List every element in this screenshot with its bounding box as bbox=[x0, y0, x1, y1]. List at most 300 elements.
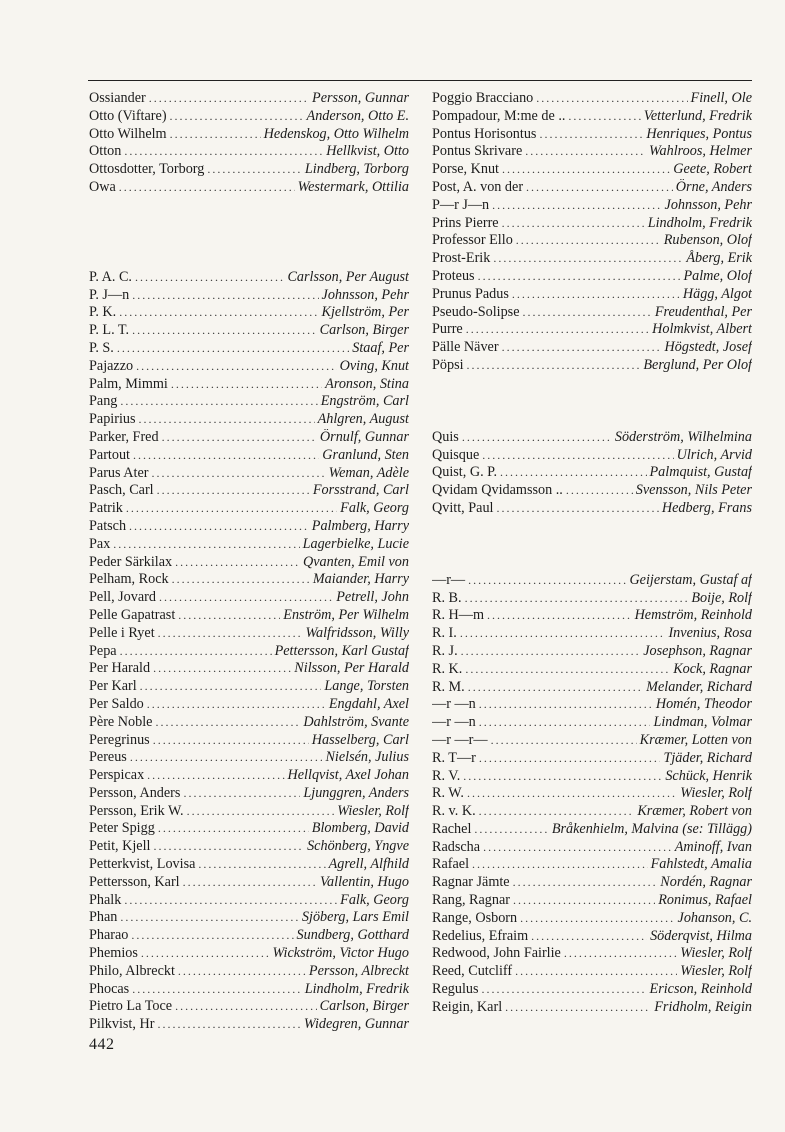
index-entry bbox=[432, 963, 752, 981]
entry-pseudonym: Porse, Knut bbox=[432, 161, 499, 178]
dot-leader bbox=[135, 269, 284, 287]
entry-pseudonym: Rachel bbox=[432, 820, 472, 837]
entry-pseudonym: Proteus bbox=[432, 267, 475, 284]
index-entry bbox=[89, 838, 409, 856]
entry-pseudonym: Ragnar Jämte bbox=[432, 874, 510, 891]
entry-pseudonym: R. H—m bbox=[432, 607, 485, 624]
entry-pseudonym: Palm, Mimmi bbox=[89, 375, 168, 392]
index-entry bbox=[89, 179, 409, 197]
index-entry bbox=[432, 143, 752, 161]
dot-leader bbox=[512, 286, 680, 304]
entry-pseudonym: P—r J—n bbox=[432, 196, 490, 213]
entry-pseudonym: Parus Ater bbox=[89, 464, 149, 481]
dot-leader bbox=[523, 304, 652, 322]
entry-real-name: Freudenthal, Per bbox=[654, 303, 752, 320]
index-entry bbox=[89, 536, 409, 554]
dot-leader bbox=[132, 981, 301, 999]
index-entry bbox=[432, 821, 752, 839]
index-entry bbox=[432, 750, 752, 768]
entry-pseudonym: Phalk bbox=[89, 891, 122, 908]
index-entry bbox=[432, 928, 752, 946]
entry-pseudonym: Pelham, Rock bbox=[89, 571, 169, 588]
entry-real-name: Forsstrand, Carl bbox=[312, 482, 409, 499]
left-column bbox=[89, 90, 409, 1034]
index-entry bbox=[432, 874, 752, 892]
entry-real-name: Agrell, Alfhild bbox=[328, 856, 409, 873]
dot-leader bbox=[175, 998, 317, 1016]
entry-pseudonym: Pelle i Ryet bbox=[89, 624, 155, 641]
index-entry bbox=[89, 714, 409, 732]
entry-pseudonym: P. S. bbox=[89, 339, 114, 356]
entry-pseudonym: R. T—r bbox=[432, 749, 476, 766]
entry-pseudonym: Quis bbox=[432, 428, 459, 445]
entry-pseudonym: Philo, Albreckt bbox=[89, 962, 175, 979]
entry-real-name: Aminoff, Ivan bbox=[674, 838, 752, 855]
index-entry bbox=[89, 322, 409, 340]
index-entry bbox=[89, 571, 409, 589]
dot-leader bbox=[124, 143, 323, 161]
dot-leader bbox=[155, 714, 300, 732]
entry-pseudonym: R. I. bbox=[432, 625, 457, 642]
entry-pseudonym: Patsch bbox=[89, 517, 127, 534]
entry-real-name: Hellkvist, Otto bbox=[326, 143, 409, 160]
dot-leader bbox=[126, 500, 337, 518]
index-entry bbox=[432, 590, 752, 608]
entry-pseudonym: Post, A. von der bbox=[432, 178, 524, 195]
entry-pseudonym: Pöpsi bbox=[432, 356, 464, 373]
entry-real-name: Lange, Torsten bbox=[324, 678, 409, 695]
dot-leader bbox=[564, 945, 677, 963]
index-entry bbox=[89, 143, 409, 161]
dot-leader bbox=[502, 215, 645, 233]
entry-real-name: Vetterlund, Fredrik bbox=[643, 107, 752, 124]
dot-leader bbox=[482, 447, 673, 465]
dot-leader bbox=[479, 696, 653, 714]
dot-leader bbox=[468, 572, 626, 590]
entry-pseudonym: Pontus Skrivare bbox=[432, 143, 523, 160]
dot-leader bbox=[120, 909, 299, 927]
entry-pseudonym: Reigin, Karl bbox=[432, 998, 503, 1015]
entry-real-name: Nilsson, Per Harald bbox=[294, 660, 409, 677]
index-entry bbox=[432, 803, 752, 821]
index-entry bbox=[89, 429, 409, 447]
index-entry bbox=[432, 892, 752, 910]
entry-real-name: Palme, Olof bbox=[683, 267, 752, 284]
entry-real-name: Örnulf, Gunnar bbox=[319, 428, 409, 445]
index-entry bbox=[89, 696, 409, 714]
entry-pseudonym: Persson, Anders bbox=[89, 784, 181, 801]
entry-pseudonym: Papirius bbox=[89, 411, 136, 428]
dot-leader bbox=[130, 749, 323, 767]
entry-pseudonym: Rang, Ragnar bbox=[432, 892, 511, 909]
dot-leader bbox=[468, 679, 643, 697]
index-entry bbox=[432, 464, 752, 482]
dot-leader bbox=[131, 927, 293, 945]
entry-pseudonym: Professor Ello bbox=[432, 232, 513, 249]
entry-pseudonym: Owa bbox=[89, 178, 116, 195]
entry-pseudonym: —r— bbox=[432, 571, 466, 588]
index-entry bbox=[432, 643, 752, 661]
index-entry bbox=[89, 909, 409, 927]
index-entry bbox=[432, 500, 752, 518]
entry-pseudonym: Quist, G. P. bbox=[432, 464, 498, 481]
index-entry bbox=[89, 927, 409, 945]
dot-leader bbox=[141, 945, 270, 963]
dot-leader bbox=[465, 590, 689, 608]
dot-leader bbox=[568, 108, 640, 126]
dot-leader bbox=[159, 589, 333, 607]
entry-real-name: Johanson, C. bbox=[677, 909, 752, 926]
entry-real-name: Schönberg, Yngve bbox=[307, 838, 409, 855]
index-entry bbox=[432, 126, 752, 144]
entry-pseudonym: Per Karl bbox=[89, 678, 137, 695]
page-number: 442 bbox=[89, 1036, 115, 1053]
dot-leader bbox=[493, 250, 683, 268]
entry-group bbox=[432, 572, 752, 1017]
dot-leader bbox=[157, 482, 310, 500]
entry-real-name: Lagerbielke, Lucie bbox=[302, 535, 409, 552]
entry-pseudonym: Pietro La Toce bbox=[89, 998, 173, 1015]
entry-real-name: Söderström, Wilhelmina bbox=[614, 428, 752, 445]
entry-real-name: Hellqvist, Axel Johan bbox=[287, 767, 409, 784]
dot-leader bbox=[187, 803, 335, 821]
entry-pseudonym: Pang bbox=[89, 393, 118, 410]
index-entry bbox=[432, 482, 752, 500]
entry-real-name: Dahlström, Svante bbox=[303, 713, 409, 730]
entry-pseudonym: P. A. C. bbox=[89, 268, 132, 285]
entry-real-name: Geijerstam, Gustaf af bbox=[629, 571, 752, 588]
index-entry bbox=[89, 126, 409, 144]
entry-real-name: Wiesler, Rolf bbox=[680, 945, 752, 962]
entry-real-name: Lindholm, Fredrik bbox=[304, 980, 409, 997]
entry-real-name: Vallentin, Hugo bbox=[319, 873, 409, 890]
entry-real-name: Nordén, Ragnar bbox=[660, 874, 752, 891]
index-entry bbox=[432, 910, 752, 928]
entry-pseudonym: —r —n bbox=[432, 696, 476, 713]
dot-leader bbox=[492, 197, 661, 215]
dot-leader bbox=[474, 821, 548, 839]
entry-real-name: Granlund, Sten bbox=[322, 446, 409, 463]
index-entry bbox=[432, 286, 752, 304]
entry-real-name: Johnsson, Pehr bbox=[664, 196, 752, 213]
dot-leader bbox=[162, 429, 317, 447]
entry-pseudonym: Pälle Näver bbox=[432, 339, 499, 356]
entry-real-name: Wahlroos, Helmer bbox=[649, 143, 752, 160]
entry-pseudonym: Pilkvist, Hr bbox=[89, 1016, 155, 1033]
entry-pseudonym: Perspicax bbox=[89, 767, 145, 784]
entry-real-name: Petrell, John bbox=[336, 589, 409, 606]
entry-pseudonym: Range, Osborn bbox=[432, 909, 518, 926]
entry-pseudonym: Peregrinus bbox=[89, 731, 150, 748]
dot-leader bbox=[496, 500, 658, 518]
entry-pseudonym: Pepa bbox=[89, 642, 117, 659]
entry-group bbox=[432, 429, 752, 518]
dot-leader bbox=[479, 714, 651, 732]
index-entry bbox=[89, 554, 409, 572]
entry-real-name: Bråkenhielm, Malvina (se: Tillägg) bbox=[551, 820, 752, 837]
dot-leader bbox=[531, 928, 647, 946]
index-entry bbox=[432, 625, 752, 643]
dot-leader bbox=[513, 892, 655, 910]
entry-real-name: Persson, Gunnar bbox=[312, 90, 409, 106]
index-entry bbox=[89, 945, 409, 963]
entry-pseudonym: Radscha bbox=[432, 838, 481, 855]
dot-leader bbox=[467, 785, 677, 803]
index-entry bbox=[89, 785, 409, 803]
index-entry bbox=[89, 660, 409, 678]
index-entry bbox=[432, 696, 752, 714]
index-entry bbox=[432, 268, 752, 286]
index-entry bbox=[432, 768, 752, 786]
entry-real-name: Ljunggren, Anders bbox=[303, 784, 409, 801]
entry-real-name: Berglund, Per Olof bbox=[643, 356, 752, 373]
index-entry bbox=[89, 625, 409, 643]
dot-leader bbox=[120, 393, 317, 411]
dot-leader bbox=[153, 838, 304, 856]
dot-leader bbox=[500, 464, 646, 482]
entry-real-name: Weman, Adèle bbox=[328, 464, 409, 481]
index-entry bbox=[432, 90, 752, 108]
index-entry bbox=[89, 892, 409, 910]
entry-real-name: Falk, Georg bbox=[340, 891, 409, 908]
entry-pseudonym: P. L. T. bbox=[89, 322, 130, 339]
dot-leader bbox=[178, 607, 280, 625]
index-entry bbox=[89, 411, 409, 429]
entry-pseudonym: R. v. K. bbox=[432, 803, 476, 820]
entry-pseudonym: Prunus Padus bbox=[432, 285, 509, 302]
index-entry bbox=[89, 465, 409, 483]
entry-pseudonym: R. V. bbox=[432, 767, 461, 784]
entry-real-name: Kræmer, Lotten von bbox=[639, 731, 752, 748]
entry-pseudonym: P. J—n bbox=[89, 286, 130, 303]
dot-leader bbox=[157, 1016, 300, 1034]
dot-leader bbox=[147, 696, 326, 714]
entry-pseudonym: Qvidam Qvidamsson .. bbox=[432, 482, 563, 499]
dot-leader bbox=[117, 340, 349, 358]
index-entry bbox=[432, 785, 752, 803]
index-entry bbox=[89, 589, 409, 607]
entry-real-name: Fahlstedt, Amalia bbox=[650, 856, 752, 873]
entry-real-name: Lindberg, Torborg bbox=[304, 161, 409, 178]
index-entry bbox=[89, 340, 409, 358]
dot-leader bbox=[460, 625, 666, 643]
entry-pseudonym: Phemios bbox=[89, 945, 138, 962]
dot-leader bbox=[183, 785, 300, 803]
entry-pseudonym: Rafael bbox=[432, 856, 470, 873]
index-entry bbox=[89, 874, 409, 892]
entry-real-name: Walfridsson, Willy bbox=[305, 624, 409, 641]
entry-pseudonym: Poggio Bracciano bbox=[432, 90, 534, 106]
dot-leader bbox=[525, 143, 646, 161]
index-entry bbox=[432, 108, 752, 126]
entry-real-name: Ericson, Reinhold bbox=[649, 981, 752, 998]
index-entry bbox=[89, 90, 409, 108]
dot-leader bbox=[483, 839, 672, 857]
dot-leader bbox=[207, 161, 302, 179]
dot-leader bbox=[479, 803, 635, 821]
entry-real-name: Engström, Carl bbox=[320, 393, 409, 410]
entry-group bbox=[89, 90, 409, 197]
entry-real-name: Persson, Albreckt bbox=[308, 962, 409, 979]
dot-leader bbox=[178, 963, 306, 981]
entry-pseudonym: Père Noble bbox=[89, 713, 153, 730]
entry-pseudonym: Pharao bbox=[89, 927, 129, 944]
index-entry bbox=[432, 714, 752, 732]
index-entry bbox=[432, 732, 752, 750]
top-rule bbox=[88, 80, 752, 81]
entry-real-name: Sundberg, Gotthard bbox=[296, 927, 409, 944]
entry-real-name: Hedberg, Frans bbox=[661, 499, 752, 516]
index-entry bbox=[432, 679, 752, 697]
entry-pseudonym: R. B. bbox=[432, 589, 462, 606]
entry-pseudonym: Pseudo-Solipse bbox=[432, 303, 520, 320]
entry-real-name: Wiesler, Rolf bbox=[680, 785, 752, 802]
dot-leader bbox=[139, 411, 315, 429]
entry-real-name: Homén, Theodor bbox=[655, 696, 752, 713]
entry-real-name: Lindman, Volmar bbox=[653, 714, 752, 731]
index-entry bbox=[89, 161, 409, 179]
dot-leader bbox=[462, 429, 612, 447]
entry-real-name: Schück, Henrik bbox=[665, 767, 752, 784]
entry-real-name: Palmberg, Harry bbox=[311, 517, 409, 534]
entry-real-name: Westermark, Ottilia bbox=[297, 178, 409, 195]
entry-pseudonym: Regulus bbox=[432, 981, 479, 998]
index-entry bbox=[432, 161, 752, 179]
entry-real-name: Lindholm, Fredrik bbox=[647, 214, 752, 231]
entry-pseudonym: Patrik bbox=[89, 500, 123, 517]
entry-pseudonym: R. J. bbox=[432, 642, 458, 659]
dot-leader bbox=[479, 750, 661, 768]
dot-leader bbox=[478, 268, 681, 286]
index-entry bbox=[89, 447, 409, 465]
entry-real-name: Högstedt, Josef bbox=[664, 339, 752, 356]
index-entry bbox=[432, 572, 752, 590]
entry-real-name: Aronson, Stina bbox=[325, 375, 409, 392]
entry-pseudonym: Peter Spigg bbox=[89, 820, 155, 837]
index-entry bbox=[432, 661, 752, 679]
entry-group bbox=[89, 269, 409, 1034]
index-entry bbox=[89, 500, 409, 518]
entry-real-name: Falk, Georg bbox=[340, 500, 409, 517]
dot-leader bbox=[158, 820, 309, 838]
dot-leader bbox=[132, 322, 317, 340]
entry-real-name: Qvanten, Emil von bbox=[303, 553, 409, 570]
dot-leader bbox=[487, 607, 632, 625]
dot-leader bbox=[172, 571, 310, 589]
entry-real-name: Palmquist, Gustaf bbox=[649, 464, 752, 481]
dot-leader bbox=[467, 357, 641, 375]
index-entry bbox=[89, 998, 409, 1016]
entry-real-name: Anderson, Otto E. bbox=[306, 107, 409, 124]
entry-pseudonym: P. K. bbox=[89, 304, 117, 321]
dot-leader bbox=[526, 179, 673, 197]
entry-real-name: Örne, Anders bbox=[675, 178, 752, 195]
index-entry bbox=[432, 304, 752, 322]
index-entry bbox=[89, 1016, 409, 1034]
dot-leader bbox=[463, 768, 662, 786]
entry-pseudonym: Otto (Viftare) bbox=[89, 107, 167, 124]
dot-leader bbox=[472, 856, 648, 874]
entry-pseudonym: Ossiander bbox=[89, 90, 146, 106]
dot-leader bbox=[113, 536, 299, 554]
index-entry bbox=[89, 678, 409, 696]
entry-real-name: Invenius, Rosa bbox=[668, 625, 752, 642]
dot-leader bbox=[149, 90, 309, 108]
dot-leader bbox=[536, 90, 687, 108]
index-entry bbox=[432, 607, 752, 625]
entry-real-name: Carlsson, Per August bbox=[287, 268, 409, 285]
index-entry bbox=[89, 981, 409, 999]
index-entry bbox=[89, 304, 409, 322]
index-entry bbox=[89, 749, 409, 767]
entry-pseudonym: Per Harald bbox=[89, 660, 151, 677]
index-entry bbox=[89, 856, 409, 874]
entry-pseudonym: Redwood, John Fairlie bbox=[432, 945, 561, 962]
dot-leader bbox=[183, 874, 317, 892]
entry-real-name: Wiesler, Rolf bbox=[337, 802, 409, 819]
entry-pseudonym: Pax bbox=[89, 535, 111, 552]
entry-real-name: Pettersson, Karl Gustaf bbox=[274, 642, 409, 659]
entry-real-name: Söderqvist, Hilma bbox=[650, 927, 752, 944]
entry-real-name: Ahlgren, August bbox=[317, 411, 409, 428]
entry-real-name: Sjöberg, Lars Emil bbox=[301, 909, 409, 926]
index-entry bbox=[89, 108, 409, 126]
index-entry bbox=[89, 643, 409, 661]
entry-real-name: Carlson, Birger bbox=[319, 998, 409, 1015]
index-entry bbox=[89, 287, 409, 305]
index-entry bbox=[89, 963, 409, 981]
index-entry bbox=[432, 429, 752, 447]
entry-real-name: Fridholm, Reigin bbox=[654, 998, 752, 1015]
entry-pseudonym: —r —n bbox=[432, 714, 476, 731]
dot-leader bbox=[170, 126, 261, 144]
index-entry bbox=[89, 732, 409, 750]
entry-real-name: Holmkvist, Albert bbox=[652, 321, 752, 338]
index-entry bbox=[432, 447, 752, 465]
dot-leader bbox=[120, 643, 272, 661]
dot-leader bbox=[147, 767, 284, 785]
index-entry bbox=[89, 518, 409, 536]
entry-real-name: Kock, Ragnar bbox=[673, 660, 752, 677]
dot-leader bbox=[158, 625, 303, 643]
index-entry bbox=[89, 393, 409, 411]
dot-leader bbox=[482, 981, 647, 999]
entry-real-name: Nielsén, Julius bbox=[325, 749, 409, 766]
dot-leader bbox=[129, 518, 309, 536]
index-entry bbox=[432, 839, 752, 857]
index-entry bbox=[432, 321, 752, 339]
dot-leader bbox=[132, 287, 318, 305]
entry-real-name: Hasselberg, Carl bbox=[311, 731, 409, 748]
entry-real-name: Ulrich, Arvid bbox=[676, 446, 752, 463]
index-entry bbox=[432, 981, 752, 999]
index-entry bbox=[432, 357, 752, 375]
dot-leader bbox=[119, 179, 295, 197]
entry-real-name: Blomberg, David bbox=[311, 820, 409, 837]
entry-real-name: Wiesler, Rolf bbox=[680, 963, 752, 980]
dot-leader bbox=[171, 376, 322, 394]
entry-pseudonym: Petit, Kjell bbox=[89, 838, 151, 855]
dot-leader bbox=[491, 732, 637, 750]
entry-pseudonym: Pasch, Carl bbox=[89, 482, 154, 499]
entry-real-name: Boije, Rolf bbox=[691, 589, 752, 606]
dot-leader bbox=[502, 339, 662, 357]
index-entry bbox=[89, 767, 409, 785]
entry-real-name: Wickström, Victor Hugo bbox=[272, 945, 409, 962]
entry-pseudonym: R. K. bbox=[432, 660, 463, 677]
entry-real-name: Maiander, Harry bbox=[312, 571, 409, 588]
index-entry bbox=[432, 179, 752, 197]
